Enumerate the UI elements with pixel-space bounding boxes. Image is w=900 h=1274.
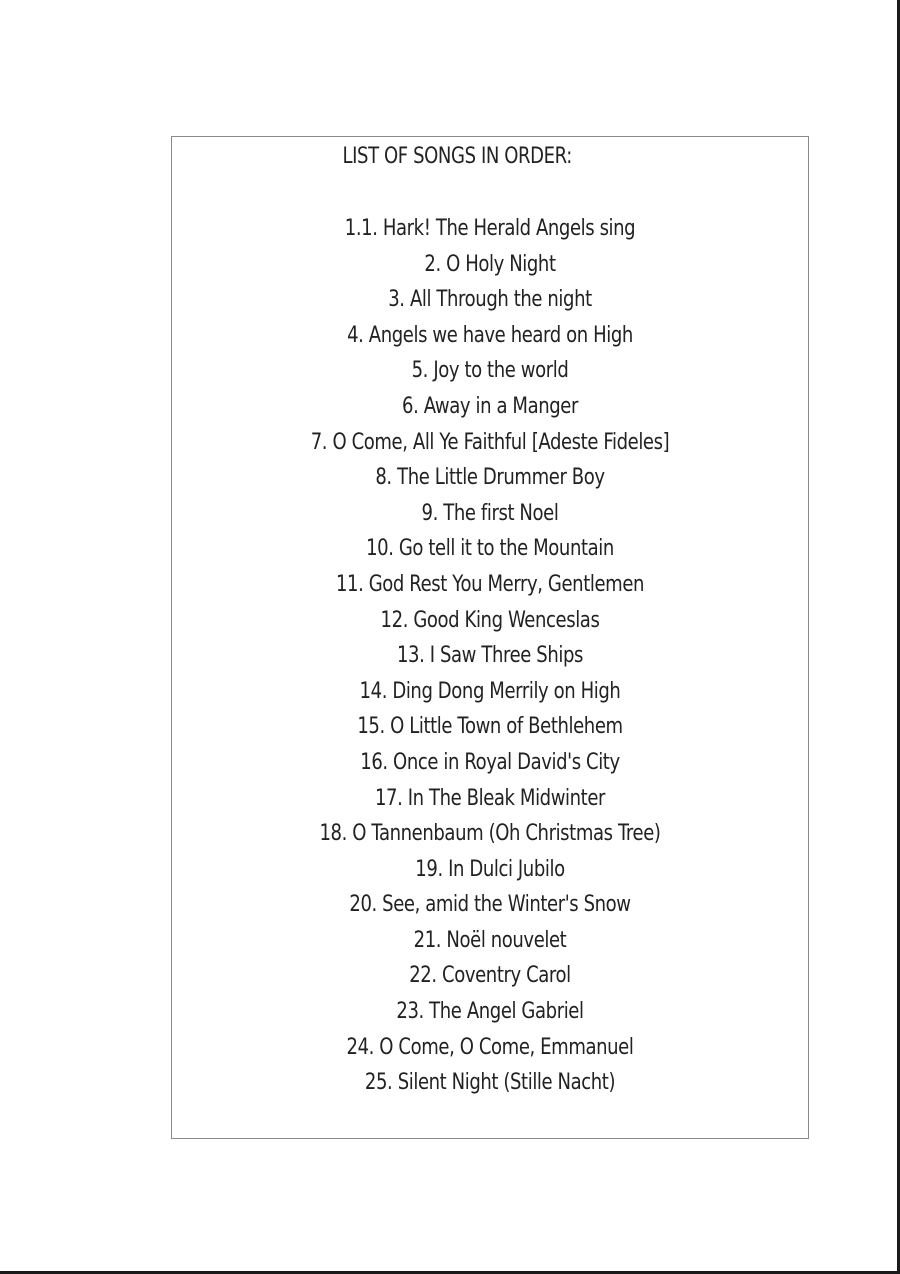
song-item: 15. O Little Town of Bethlehem xyxy=(357,714,623,740)
song-item: 1.1. Hark! The Herald Angels sing xyxy=(344,216,636,241)
song-item: 19. In Dulci Jubilo xyxy=(415,856,565,882)
song-item: 13. I Saw Three Ships xyxy=(396,643,584,669)
song-item: 20. See, amid the Winter's Snow xyxy=(349,892,631,918)
song-item: 9. The first Noel xyxy=(421,500,559,526)
song-item: 7. O Come, All Ye Faithful [Adeste Fideles] xyxy=(310,429,670,455)
song-item: 10. Go tell it to the Mountain xyxy=(366,536,614,562)
song-item: 4. Angels we have heard on High xyxy=(347,322,633,348)
song-item: 17. In The Bleak Midwinter xyxy=(374,785,606,811)
song-item: 3. All Through the night xyxy=(388,287,592,313)
list-heading: LIST OF SONGS IN ORDER: xyxy=(342,144,572,169)
song-item: 12. Good King Wenceslas xyxy=(380,607,600,633)
song-item: 11. God Rest You Merry, Gentlemen xyxy=(335,571,645,597)
song-list xyxy=(88,211,892,1101)
song-item: 18. O Tannenbaum (Oh Christmas Tree) xyxy=(319,821,661,847)
song-item: 6. Away in a Manger xyxy=(402,393,578,419)
song-item: 21. Noël nouvelet xyxy=(413,927,567,953)
song-item: 5. Joy to the world xyxy=(411,358,569,384)
song-item: 23. The Angel Gabriel xyxy=(396,999,584,1025)
song-item: 16. Once in Royal David's City xyxy=(360,749,620,775)
song-item: 14. Ding Dong Merrily on High xyxy=(359,678,621,704)
song-item: 2. O Holy Night xyxy=(424,251,556,277)
song-item: 8. The Little Drummer Boy xyxy=(375,465,605,491)
song-item: 24. O Come, O Come, Emmanuel xyxy=(346,1034,634,1060)
song-item: 22. Coventry Carol xyxy=(409,963,571,989)
song-item: 25. Silent Night (Stille Nacht) xyxy=(364,1070,616,1096)
